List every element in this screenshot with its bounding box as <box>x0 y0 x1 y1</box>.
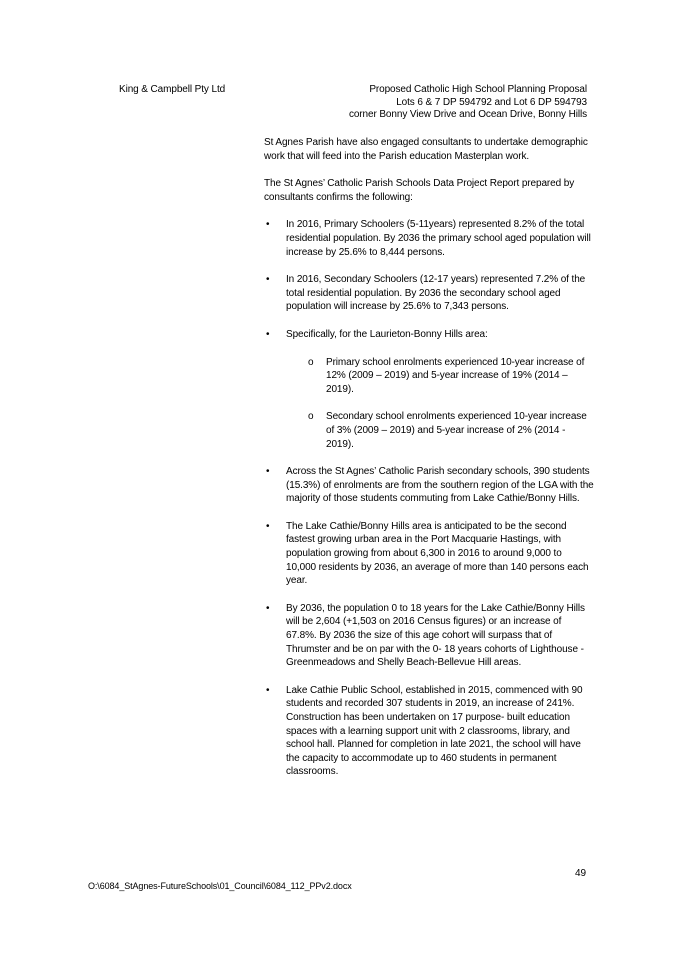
list-item <box>264 602 594 670</box>
bullet-text: The Lake Cathie/Bonny Hills area is anticipated to be the second fastest growing urban area in the Port Macquarie Hastings, with population growing from about 6,300 in 2016 to around 9,000 to 10,000 residents by 2036, an average of more than 140 persons each year. <box>286 520 589 587</box>
circle-bullet-icon: o <box>308 356 314 368</box>
bullet-text: Lake Cathie Public School, established in 2015, commenced with 90 students and recorded 307 students in 2019, an increase of 241%. Construction has been undertaken on 17 purpose- built education spaces with a learning support unit with 2 classrooms, library, and school hall. Planned for completion in late 2021, the school will have the capacity to accommodate up to 460 students in permanent classrooms. <box>286 684 583 778</box>
circle-bullet-icon: o <box>308 411 314 423</box>
paragraph-report: The St Agnes’ Catholic Parish Schools Data Project Report prepared by consultants confirms the following: <box>264 178 575 203</box>
bullet-list <box>264 218 594 779</box>
bullet-icon: • <box>266 602 270 614</box>
bullet-icon: • <box>266 684 270 696</box>
bullet-text: In 2016, Secondary Schoolers (12-17 years) represented 7.2% of the total residential population. By 2036 the secondary school aged population will increase by 25.6% to 7,343 persons. <box>286 274 586 313</box>
list-item <box>264 684 594 779</box>
bullet-text: In 2016, Primary Schoolers (5-11years) represented 8.2% of the total residential population. By 2036 the primary school aged population will increase by 25.6% to 8,444 persons. <box>286 219 591 258</box>
header-title-block <box>287 84 587 122</box>
header-title-line: Lots 6 & 7 DP 594792 and Lot 6 DP 594793 <box>396 96 587 108</box>
bullet-text: Across the St Agnes’ Catholic Parish secondary schools, 390 students (15.3%) of enrolments are from the southern region of the LGA with the majority of those students commuting from Lake Cathie/Bonny Hills. <box>286 466 594 505</box>
bullet-text: Specifically, for the Laurieton-Bonny Hills area: <box>286 328 488 340</box>
paragraph-intro: St Agnes Parish have also engaged consultants to undertake demographic work that will feed into the Parish education Masterplan work. <box>264 137 588 162</box>
list-item <box>264 520 594 588</box>
bullet-text: By 2036, the population 0 to 18 years for the Lake Cathie/Bonny Hills will be 2,604 (+1,503 on 2016 Census figures) or an increase of 67.8%. By 2036 the size of this age cohort will surpass that of Thrumster and be on par with the 0- 18 years cohorts of Lighthouse -Greenmeadows and Shelly Beach-Bellevue Hill areas. <box>286 602 585 669</box>
footer-file-path: O:\6084_StAgnes-FutureSchools\01_Council\6084_112_PPv2.docx <box>88 881 352 891</box>
sub-list-item <box>286 356 594 397</box>
bullet-icon: • <box>266 520 270 532</box>
header-company: King & Campbell Pty Ltd <box>119 84 226 95</box>
page-number: 49 <box>575 868 587 879</box>
sub-bullet-text: Primary school enrolments experienced 10-year increase of 12% (2009 – 2019) and 5-year increase of 19% (2014 – 2019). <box>326 356 585 395</box>
list-item <box>264 273 594 314</box>
sub-bullet-list <box>286 356 594 452</box>
body-text <box>264 136 594 793</box>
list-item <box>264 328 594 451</box>
sub-bullet-text: Secondary school enrolments experienced 10-year increase of 3% (2009 – 2019) and 5-year increase of 2% (2014 - 2019). <box>326 411 587 450</box>
list-item <box>264 218 594 259</box>
bullet-icon: • <box>266 466 270 478</box>
list-item <box>264 465 594 506</box>
bullet-icon: • <box>266 328 270 340</box>
header-title-line: Proposed Catholic High School Planning Proposal <box>369 84 587 95</box>
bullet-icon: • <box>266 219 270 231</box>
header-title-line: corner Bonny View Drive and Ocean Drive, Bonny Hills <box>348 109 587 120</box>
bullet-icon: • <box>266 274 270 286</box>
sub-list-item <box>286 410 594 451</box>
